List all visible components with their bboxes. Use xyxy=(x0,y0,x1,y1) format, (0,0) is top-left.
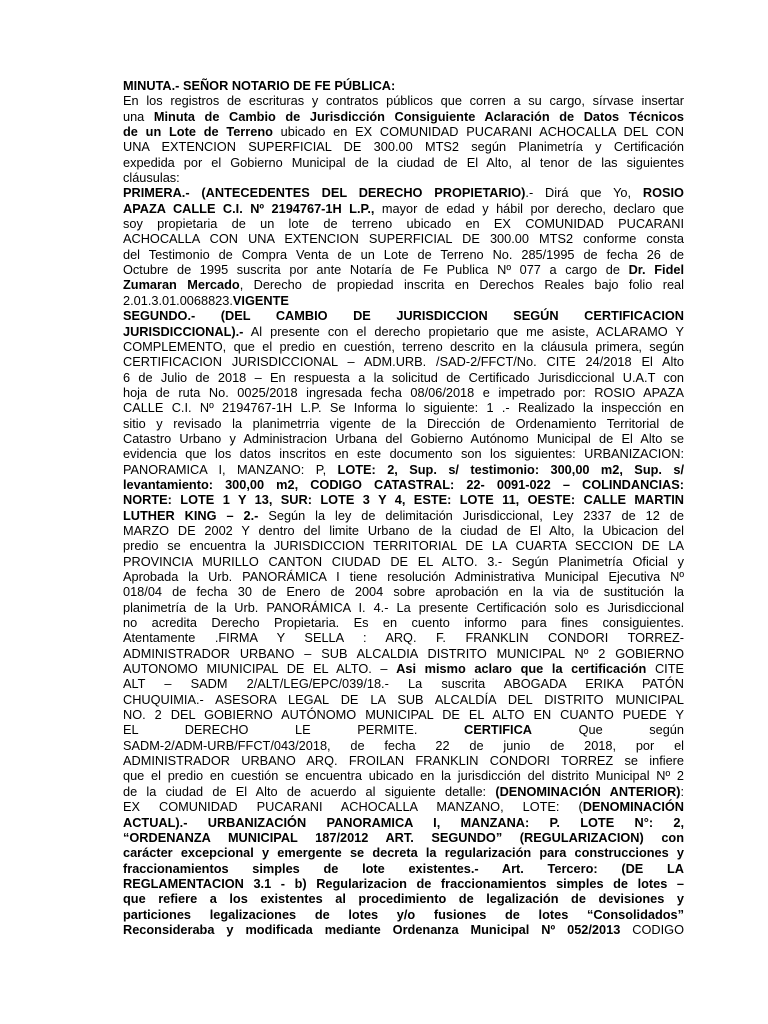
document-line xyxy=(123,247,684,262)
text: UNA EXTENCION SUPERFICIAL DE 300.00 MTS2 según Planimetría y Certificación xyxy=(123,139,684,155)
text: ubicado en EX COMUNIDAD PUCARANI ACHOCALLA DEL CON xyxy=(272,124,684,140)
text: MARZO DE 2002 Y dentro del limite Urbano de la ciudad de El Alto, la Ubicacion del xyxy=(123,522,684,538)
bold-text: Asi mismo aclaro que la certificación xyxy=(396,661,647,677)
text: Catastro Urbano y Administracion Urbana del Gobierno Autónomo Municipal de El Alto se xyxy=(123,430,684,446)
document-line xyxy=(123,492,684,507)
document-line xyxy=(123,799,684,814)
text: predio se encuentra la JURISDICCION TERRITORIAL DE LA CUARTA SECCION DE LA xyxy=(123,538,684,554)
document-line xyxy=(123,784,684,799)
document-line xyxy=(123,139,684,154)
bold-text: LUTHER KING – 2.- xyxy=(123,507,259,523)
text: COMPLEMENTO, que el predio en cuestión, terreno descrito en la cláusula primera, según xyxy=(123,338,684,354)
text: En los registros de escrituras y contratos públicos que corren a su cargo, sírvase insertar xyxy=(123,93,684,109)
document-line xyxy=(123,155,684,170)
document-line xyxy=(123,262,684,277)
text: no acredita Derecho Propietaria. Es en cuento informo para fines consiguientes. xyxy=(123,615,684,631)
document-line xyxy=(123,385,684,400)
document-line xyxy=(123,922,684,937)
bold-text: SEGUNDO.- (DEL CAMBIO DE JURISDICCION SEGÚN CERTIFICACION xyxy=(123,308,684,324)
document-line xyxy=(123,584,684,599)
document-line xyxy=(123,554,684,569)
document-line xyxy=(123,830,684,845)
bold-text: (DENOMINACIÓN ANTERIOR) xyxy=(495,783,681,799)
text: SADM-2/ADM-URB/FFCT/043/2018, de fecha 22 de junio de 2018, por el xyxy=(123,737,684,753)
document-line xyxy=(123,185,684,200)
document-line xyxy=(123,768,684,783)
text: sitio y revisado la planimetrria vigente de la Dirección de Ordenamiento Territorial de xyxy=(123,415,684,431)
text: Aprobada la Urb. PANORÁMICA I tiene resolución Administrativa Municipal Ejecutiva Nº xyxy=(123,569,684,584)
bold-text: Zumaran Mercado xyxy=(123,277,240,293)
text: cláusulas: xyxy=(123,170,180,186)
document-line xyxy=(123,370,684,385)
document-line xyxy=(123,753,684,768)
text: CERTIFICACION JURISDICCIONAL – ADM.URB. /SAD-2/FFCT/No. CITE 24/2018 El Alto xyxy=(123,354,684,370)
text: Octubre de 1995 suscrita por ante Notaría de Fe Publica Nº 077 a cargo de xyxy=(123,262,629,278)
text: EX COMUNIDAD PUCARANI ACHOCALLA MANZANO, LOTE: ( xyxy=(123,799,583,815)
document-line xyxy=(123,615,684,630)
bold-text: REGLAMENTACION 3.1 - b) xyxy=(123,875,307,891)
document-line xyxy=(123,400,684,415)
text: CHUQUIMIA.- ASESORA LEGAL DE LA SUB ALCALDÍA DEL DISTRITO MUNICIPAL xyxy=(123,691,684,707)
document-line xyxy=(123,324,684,339)
document-line xyxy=(123,538,684,553)
text: EL DERECHO LE PERMITE. xyxy=(123,722,464,738)
bold-text: que refiere a los existentes al procedimiento de legalización de devisiones y xyxy=(123,891,684,907)
document-line xyxy=(123,815,684,830)
document-line xyxy=(123,201,684,216)
document-line xyxy=(123,646,684,661)
document-line xyxy=(123,339,684,354)
text: planimetría de la Urb. PANORÁMICA I. 4.- La presente Certificación solo es Jurisdiccional xyxy=(123,599,684,615)
text: ALT – SADM 2/ALT/LEG/EPC/039/18.- La suscrita ABOGADA ERIKA PATÓN xyxy=(123,676,684,692)
document-line xyxy=(123,661,684,676)
bold-text: MINUTA.- SEÑOR NOTARIO DE FE PÚBLICA: xyxy=(123,78,396,93)
document-line xyxy=(123,707,684,722)
document-line xyxy=(123,446,684,461)
text: PROVINCIA MURILLO CANTON CIUDAD DE EL ALTO. 3.- Según Planimetría Oficial y xyxy=(123,553,684,569)
document-line xyxy=(123,876,684,891)
text: 2.01.3.01.0068823. xyxy=(123,292,233,308)
document-line xyxy=(123,569,684,584)
text: ADMINISTRADOR URBANO – SUB ALCALDIA DISTRITO MUNICIPAL Nº 2 GOBIERNO xyxy=(123,645,684,661)
bold-text: de un Lote de Terreno xyxy=(123,124,273,140)
document-line xyxy=(123,508,684,523)
text: .- Dirá que Yo, xyxy=(525,185,643,201)
bold-text: “ORDENANZA MUNICIPAL 187/2012 ART. SEGUNDO” (REGULARIZACION) con xyxy=(123,829,684,845)
document-line xyxy=(123,354,684,369)
document-line xyxy=(123,600,684,615)
bold-text: DENOMINACIÓN xyxy=(582,799,684,815)
text: ADMINISTRADOR URBANO ARQ. FROILAN FRANKLIN CONDORI TORREZ se infiere xyxy=(123,753,684,769)
text: expedida por el Gobierno Municipal de la ciudad de El Alto, al tenor de las siguientes xyxy=(123,154,684,170)
bold-text: APAZA CALLE C.I. Nº 2194767-1H L.P., xyxy=(123,200,375,216)
bold-text: ACTUAL).- URBANIZACIÓN PANORAMICA I, MANZANA: P. LOTE N°: 2, xyxy=(123,814,684,830)
bold-text: LOTE: 2, Sup. s/ testimonio: 300,00 m2, Sup. s/ xyxy=(337,461,684,477)
document-line xyxy=(123,738,684,753)
document-line xyxy=(123,78,684,93)
bold-text: ROSIO xyxy=(642,185,684,201)
text: CODIGO xyxy=(620,921,684,937)
document-line xyxy=(123,431,684,446)
document-line xyxy=(123,231,684,246)
text: evidencia que los datos inscritos en este documento son los siguientes: URBANIZACION: xyxy=(123,446,684,462)
text: 6 de Julio de 2018 – En respuesta a la solicitud de Certificado Jurisdiccional U.A.T con xyxy=(123,369,684,385)
bold-text: Minuta de Cambio de Jurisdicción Consiguiente Aclaración de Datos Técnicos xyxy=(153,108,684,124)
bold-text: carácter excepcional y emergente se decreta la regularización para construcciones y xyxy=(123,845,684,861)
bold-text: Reconsideraba y modificada mediante Ordenanza Municipal Nº 052/2013 xyxy=(123,921,621,937)
document-line xyxy=(123,676,684,691)
document-line xyxy=(123,293,684,308)
document-line xyxy=(123,93,684,108)
text: NO. 2 DEL GOBIERNO AUTÓNOMO MUNICIPAL DE EL ALTO EN CUANTO PUEDE Y xyxy=(123,707,684,723)
text: PANORAMICA I, MANZANO: P, xyxy=(123,461,338,477)
text: Atentamente .FIRMA Y SELLA : ARQ. F. FRANKLIN CONDORI TORREZ- xyxy=(123,630,684,646)
text: Según la ley de delimitación Jurisdiccional, Ley 2337 de 12 de xyxy=(258,507,684,523)
bold-text: NORTE: LOTE 1 Y 13, SUR: LOTE 3 Y 4, ESTE: LOTE 11, OESTE: CALLE MARTIN xyxy=(123,492,684,508)
text: , Derecho de propiedad inscrita en Derechos Reales bajo folio real xyxy=(239,277,684,293)
text: de la ciudad de El Alto de acuerdo al siguiente detalle: xyxy=(123,783,496,799)
document-line xyxy=(123,891,684,906)
text: soy propietaria de un lote de terreno ubicado en EX COMUNIDAD PUCARANI xyxy=(123,216,684,232)
text: CITE xyxy=(646,661,684,677)
document-line xyxy=(123,477,684,492)
text: CALLE C.I. Nº 2194767-1H L.P. Se Informa lo siguiente: 1 .- Realizado la inspección en xyxy=(123,400,684,416)
text: hoja de ruta No. 0025/2018 ingresada fecha 08/06/2018 e impetrado por: ROSIO APAZA xyxy=(123,384,684,400)
document-line xyxy=(123,308,684,323)
bold-text: fraccionamientos simples de lote existentes.- Art. Tercero: (DE LA xyxy=(123,860,684,876)
document-line xyxy=(123,861,684,876)
document-line xyxy=(123,462,684,477)
document-line xyxy=(123,124,684,139)
document-line xyxy=(123,109,684,124)
text: mayor de edad y hábil por derecho, declaro que xyxy=(374,200,684,216)
bold-text: CERTIFICA xyxy=(464,722,532,738)
document-body xyxy=(123,78,684,937)
document-line xyxy=(123,523,684,538)
document-line xyxy=(123,630,684,645)
text: ACHOCALLA CON UNA EXTENCION SUPERFICIAL DE 300.00 MTS2 conforme consta xyxy=(123,231,684,247)
text: Que según xyxy=(532,722,684,738)
document-line xyxy=(123,216,684,231)
document-line xyxy=(123,845,684,860)
bold-text: PRIMERA.- (ANTECEDENTES DEL DERECHO PROPIETARIO) xyxy=(123,185,526,201)
document-line xyxy=(123,277,684,292)
document-line xyxy=(123,692,684,707)
bold-text: Dr. Fidel xyxy=(628,262,684,278)
text: del Testimonio de Compra Venta de un Lote de Terreno No. 285/1995 de fecha 26 de xyxy=(123,246,684,262)
text: Al presente con el derecho propietario que me asiste, ACLARAMO Y xyxy=(243,323,684,339)
bold-text: JURISDICCIONAL).- xyxy=(123,323,244,339)
bold-text: Regularizacion de fraccionamientos simples de lotes – xyxy=(316,875,684,891)
bold-text: levantamiento: 300,00 m2, CODIGO CATASTRAL: 22- 0091-022 – COLINDANCIAS: xyxy=(123,476,684,492)
bold-text: particiones legalizaciones de lotes y/o fusiones de lotes “Consolidados” xyxy=(123,906,684,922)
bold-text: VIGENTE xyxy=(232,292,289,308)
document-line xyxy=(123,722,684,737)
text: AUTONOMO MIUNICIPAL DE EL ALTO. – xyxy=(123,661,397,677)
text: que el predio en cuestión se encuentra ubicado en la jurisdicción del distrito Municipal Nº 2 xyxy=(123,768,684,784)
document-line xyxy=(123,907,684,922)
text: 018/04 de fecha 30 de Enero de 2004 sobre aprobación en la via de sustitución la xyxy=(123,584,684,600)
text xyxy=(307,876,317,891)
text: una xyxy=(123,108,154,124)
document-line xyxy=(123,416,684,431)
document-line xyxy=(123,170,684,185)
text: : xyxy=(680,783,684,799)
